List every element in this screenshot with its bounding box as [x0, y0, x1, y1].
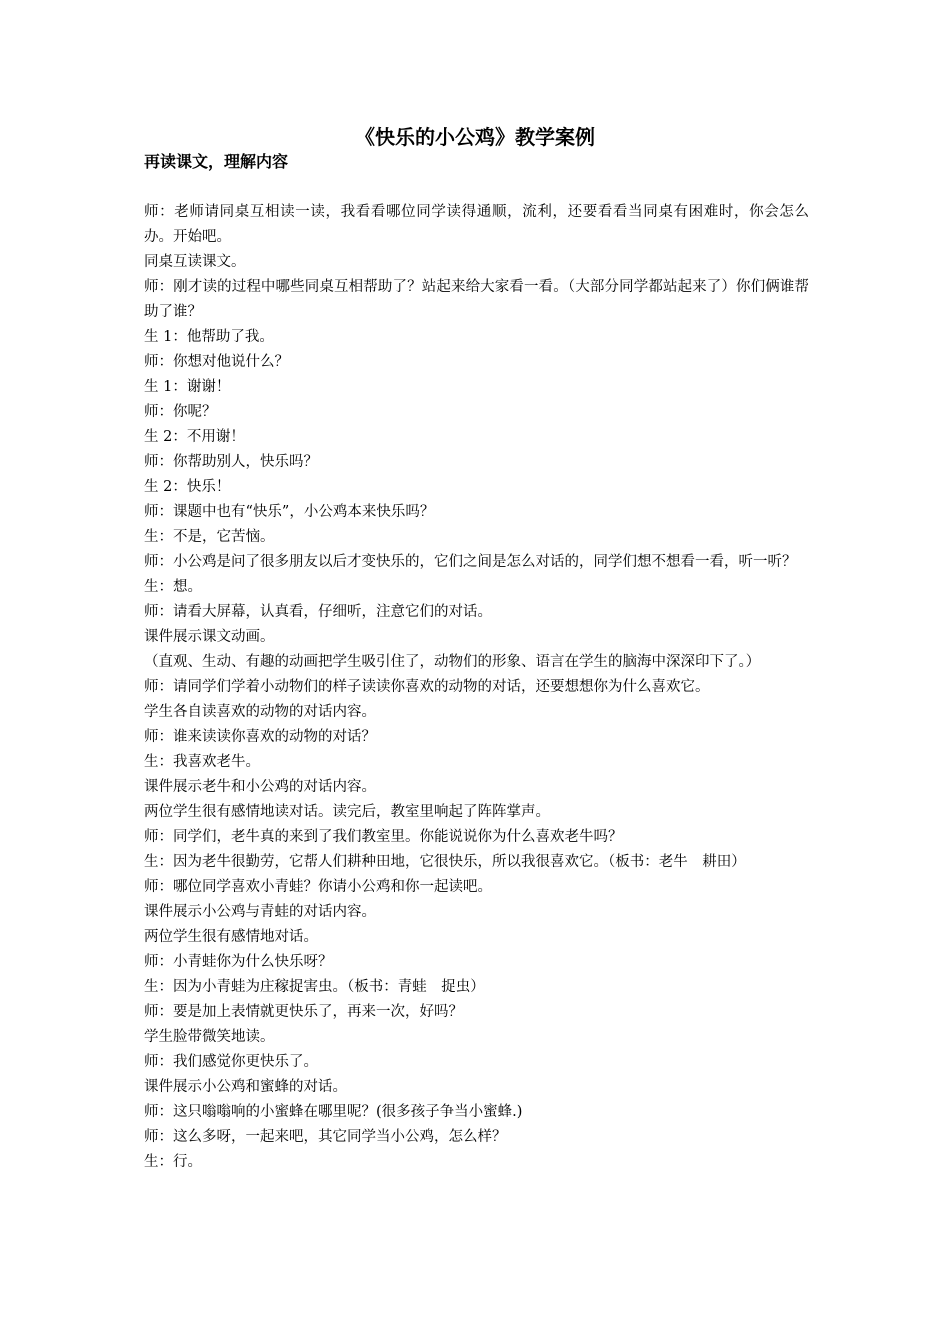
paragraph: 师：谁来读读你喜欢的动物的对话？	[144, 729, 376, 745]
paragraph: 师：请看大屏幕，认真看，仔细听，注意它们的对话。	[144, 604, 492, 620]
paragraph: 师：老师请同桌互相读一读，我看看哪位同学读得通顺，流利，还要看看当同桌有困难时，你会怎么办。开始吧。	[144, 204, 809, 245]
paragraph: 两位学生很有感情地对话。	[144, 929, 318, 945]
paragraph: 生 2：不用谢！	[144, 429, 245, 445]
paragraph: 课件展示小公鸡与青蛙的对话内容。	[144, 904, 376, 920]
paragraph: 生：想。	[144, 579, 202, 595]
paragraph: 生：不是，它苦恼。	[144, 529, 275, 545]
paragraph: 师：刚才读的过程中哪些同桌互相帮助了？站起来给大家看一看。（大部分同学都站起来了）你们俩谁帮助了谁？	[144, 279, 809, 320]
paragraph: 师：你想对他说什么？	[144, 354, 289, 370]
paragraph: 师：我们感觉你更快乐了。	[144, 1054, 318, 1070]
paragraph: 生：我喜欢老牛。	[144, 754, 260, 770]
paragraph: 课件展示课文动画。	[144, 629, 275, 645]
paragraph: 师：哪位同学喜欢小青蛙？你请小公鸡和你一起读吧。	[144, 879, 492, 895]
paragraph: 生：因为小青蛙为庄稼捉害虫。（板书：青蛙 捉虫）	[144, 979, 485, 995]
paragraph: 生 1：谢谢！	[144, 379, 231, 395]
document-title: 《快乐的小公鸡》教学案例	[355, 125, 595, 149]
paragraph: 师：你帮助别人，快乐吗？	[144, 454, 318, 470]
paragraph: 师：这只嗡嗡响的小蜜蜂在哪里呢？(很多孩子争当小蜜蜂.)	[144, 1104, 523, 1120]
paragraph: 两位学生很有感情地读对话。读完后，教室里响起了阵阵掌声。	[144, 804, 550, 820]
paragraph: 师：要是加上表情就更快乐了，再来一次，好吗？	[144, 1004, 463, 1020]
paragraph: 学生脸带微笑地读。	[144, 1029, 275, 1045]
paragraph: 课件展示老牛和小公鸡的对话内容。	[144, 779, 376, 795]
paragraph: 师：同学们，老牛真的来到了我们教室里。你能说说你为什么喜欢老牛吗？	[144, 829, 623, 845]
paragraph: （直观、生动、有趣的动画把学生吸引住了，动物们的形象、语言在学生的脑海中深深印下了。）	[144, 654, 761, 670]
paragraph: 生 1：他帮助了我。	[144, 329, 274, 345]
paragraph: 生：行。	[144, 1154, 202, 1170]
paragraph: 师：你呢？	[144, 404, 217, 420]
paragraph: 课件展示小公鸡和蜜蜂的对话。	[144, 1079, 347, 1095]
paragraph: 同桌互读课文。	[144, 254, 246, 270]
paragraph: 学生各自读喜欢的动物的对话内容。	[144, 704, 376, 720]
paragraph: 师：这么多呀，一起来吧，其它同学当小公鸡，怎么样？	[144, 1129, 507, 1145]
paragraph: 师：课题中也有“快乐”，小公鸡本来快乐吗？	[144, 504, 435, 520]
paragraph: 师：小青蛙你为什么快乐呀？	[144, 954, 333, 970]
paragraph: 师：小公鸡是问了很多朋友以后才变快乐的，它们之间是怎么对话的，同学们想不想看一看，听一听？	[144, 554, 797, 570]
section-heading: 再读课文，理解内容	[144, 152, 289, 171]
paragraph: 生 2：快乐！	[144, 479, 231, 495]
document-body	[144, 200, 809, 1175]
paragraph: 生：因为老牛很勤劳，它帮人们耕种田地，它很快乐，所以我很喜欢它。（板书：老牛 耕田）	[144, 854, 746, 870]
paragraph: 师：请同学们学着小动物们的样子读读你喜欢的动物的对话，还要想想你为什么喜欢它。	[144, 679, 710, 695]
